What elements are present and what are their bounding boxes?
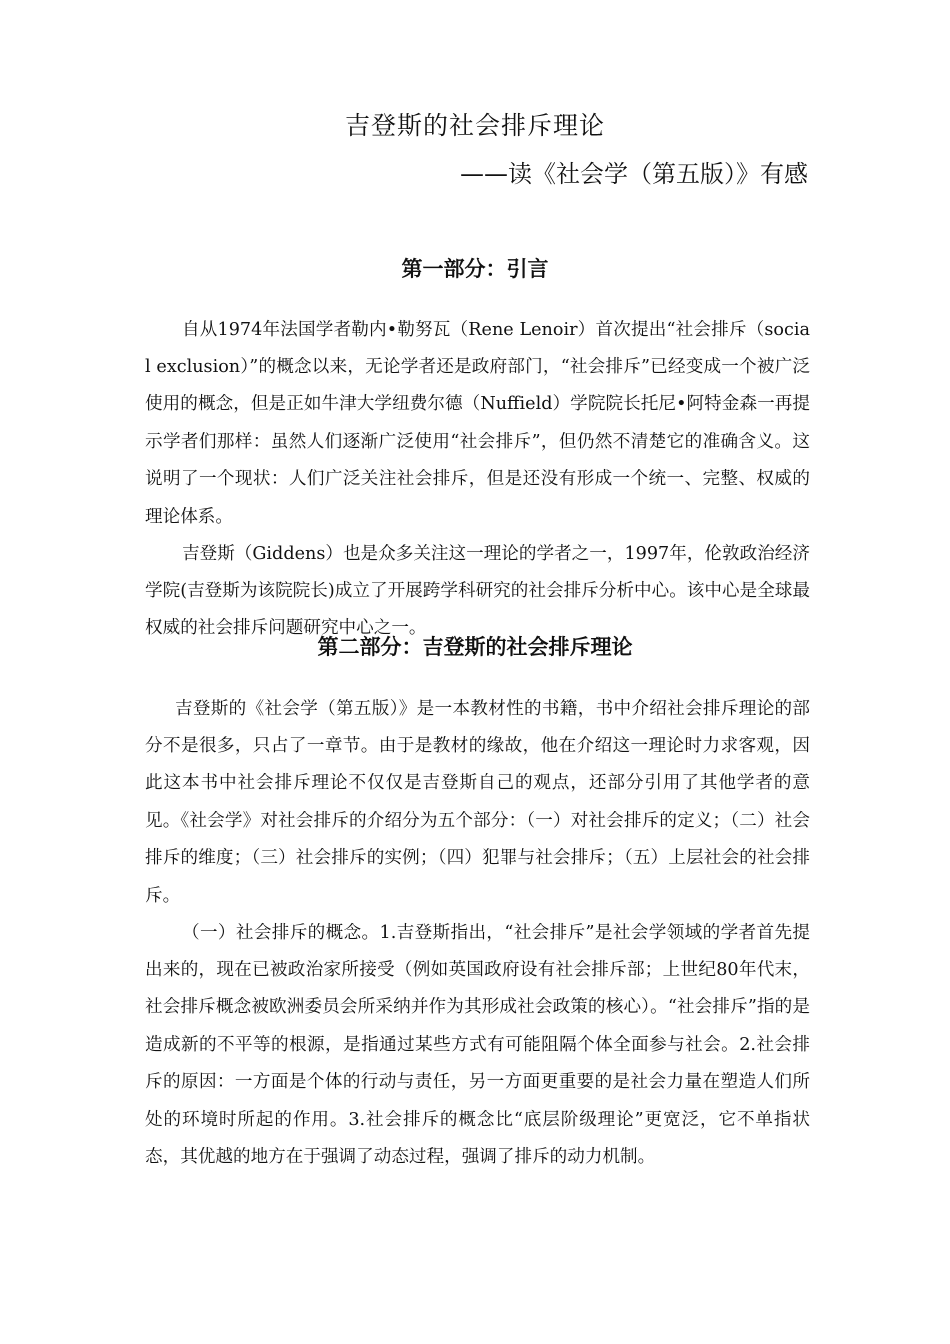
section-heading-theory: 第二部分：吉登斯的社会排斥理论 bbox=[317, 635, 633, 659]
paragraph-theory-1: 吉登斯的《社会学（第五版）》是一本教材性的书籍，书中介绍社会排斥理论的部分不是很多，只占了一章节。由于是教材的缘故，他在介绍这一理论时力求客观，因此这本书中社会排斥理论不仅仅是吉登斯自己的观点，还部分引用了其他学者的意见。《社会学》对社会排斥的介绍分为五个部分：（一）对社会排斥的定义；（二）社会排斥的维度；（三）社会排斥的实例；（四）犯罪与社会排斥；（五）上层社会的社会排斥。 bbox=[145, 698, 810, 906]
document-subtitle: ——读《社会学（第五版）》有感 bbox=[460, 160, 808, 188]
section-heading-introduction: 第一部分：引言 bbox=[401, 257, 549, 281]
document-title: 吉登斯的社会排斥理论 bbox=[344, 111, 605, 140]
paragraph-introduction-1: 自从1974年法国学者勒内•勒努瓦（Rene Lenoir）首次提出“社会排斥（social exclusion）”的概念以来，无论学者还是政府部门，“社会排斥”已经变成一个被广泛使用的概念，但是正如牛津大学纽费尔德（Nuffield）学院院长托尼•阿特金森一再提示学者们那样：虽然人们逐渐广泛使用“社会排斥”，但仍然不清楚它的准确含义。这说明了一个现状：人们广泛关注社会排斥，但是还没有形成一个统一、完整、权威的理论体系。 bbox=[145, 319, 810, 527]
paragraph-theory-2: （一）社会排斥的概念。1.吉登斯指出，“社会排斥”是社会学领域的学者首先提出来的，现在已被政治家所接受（例如英国政府设有社会排斥部；上世纪80年代末，社会排斥概念被欧洲委员会所采纳并作为其形成社会政策的核心）。“社会排斥”指的是造成新的不平等的根源，是指通过某些方式有可能阻隔个体全面参与社会。2.社会排斥的原因：一方面是个体的行动与责任，另一方面更重要的是社会力量在塑造人们所处的环境时所起的作用。3.社会排斥的概念比“底层阶级理论”更宽泛，它不单指状态，其优越的地方在于强调了动态过程，强调了排斥的动力机制。 bbox=[145, 922, 810, 1168]
paragraph-introduction-2: 吉登斯（Giddens）也是众多关注这一理论的学者之一，1997年，伦敦政治经济学院(吉登斯为该院院长)成立了开展跨学科研究的社会排斥分析中心。该中心是全球最权威的社会排斥问题研究中心之一。 bbox=[145, 543, 810, 639]
